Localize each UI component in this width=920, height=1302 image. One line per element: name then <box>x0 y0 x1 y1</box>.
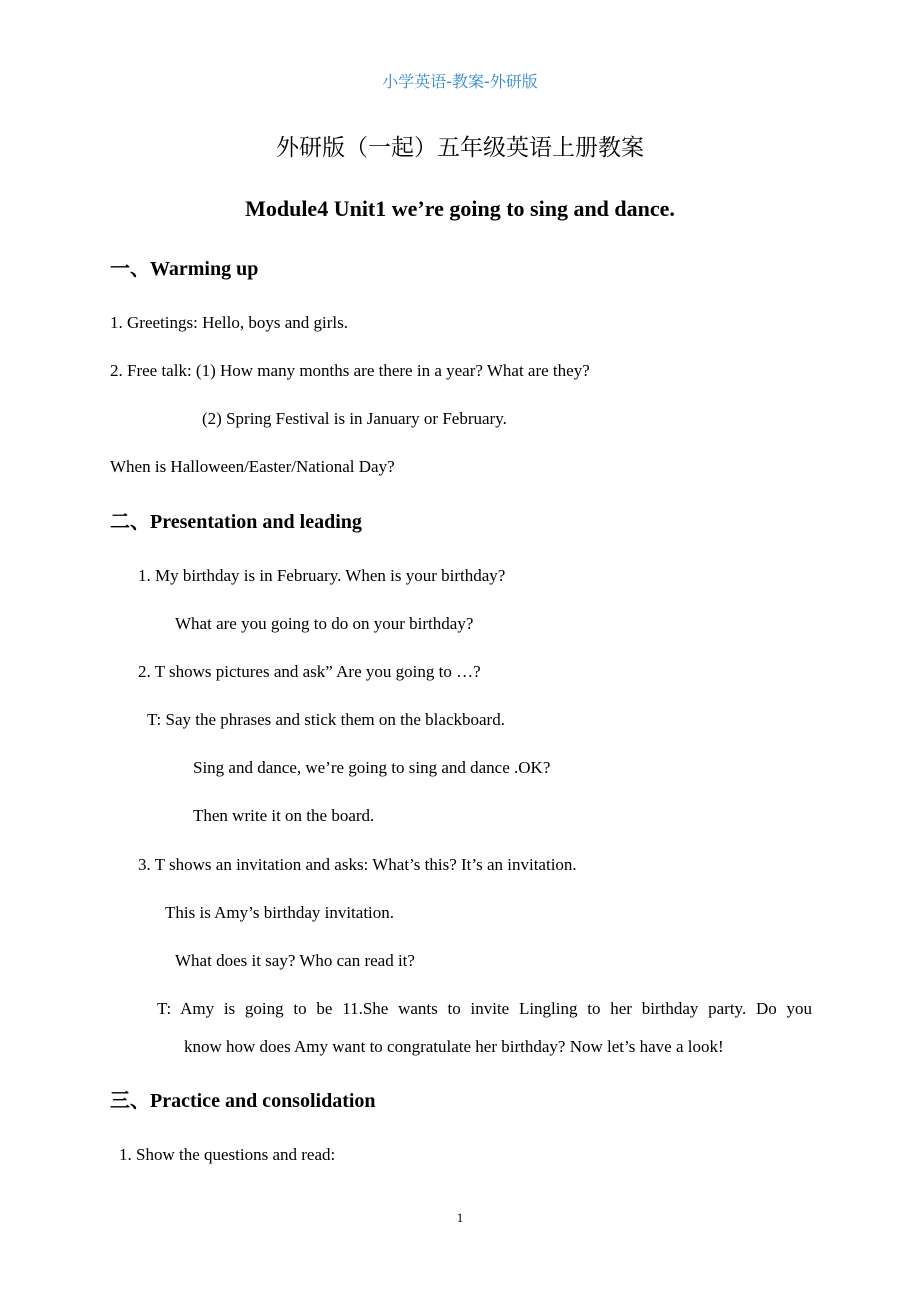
page-header: 小学英语-教案-外研版 <box>382 72 538 91</box>
text-line: When is Halloween/Easter/National Day? <box>110 457 395 476</box>
text-line: 1. Greetings: Hello, boys and girls. <box>110 313 348 332</box>
text-line: Sing and dance, we’re going to sing and dance .OK? <box>193 758 551 777</box>
text-line: What are you going to do on your birthday? <box>175 614 474 633</box>
text-line: This is Amy’s birthday invitation. <box>165 903 395 922</box>
section-heading-warming-up: 一、Warming up <box>110 258 259 280</box>
page-number: 1 <box>456 1210 464 1225</box>
text-line: What does it say? Who can read it? <box>175 951 415 970</box>
text-line: 2. Free talk: (1) How many months are there in a year? What are they? <box>110 361 590 380</box>
document-subtitle: Module4 Unit1 we’re going to sing and dance. <box>245 196 675 221</box>
text-line: know how does Amy want to congratulate her birthday? Now let’s have a look! <box>184 1037 724 1056</box>
document-title: 外研版（一起）五年级英语上册教案 <box>276 135 644 161</box>
section-heading-presentation: 二、Presentation and leading <box>110 511 362 533</box>
text-line: T: Amy is going to be 11.She wants to invite Lingling to her birthday party. Do you <box>157 999 812 1018</box>
text-line: (2) Spring Festival is in January or February. <box>202 409 507 428</box>
text-line: 2. T shows pictures and ask” Are you going to …? <box>138 662 481 681</box>
text-line: 1. My birthday is in February. When is your birthday? <box>138 566 506 585</box>
text-line: Then write it on the board. <box>193 806 375 825</box>
section-heading-practice: 三、Practice and consolidation <box>110 1090 376 1112</box>
text-line: T: Say the phrases and stick them on the blackboard. <box>147 710 505 729</box>
text-line: 1. Show the questions and read: <box>119 1145 336 1164</box>
text-line: 3. T shows an invitation and asks: What’s this? It’s an invitation. <box>138 855 577 874</box>
